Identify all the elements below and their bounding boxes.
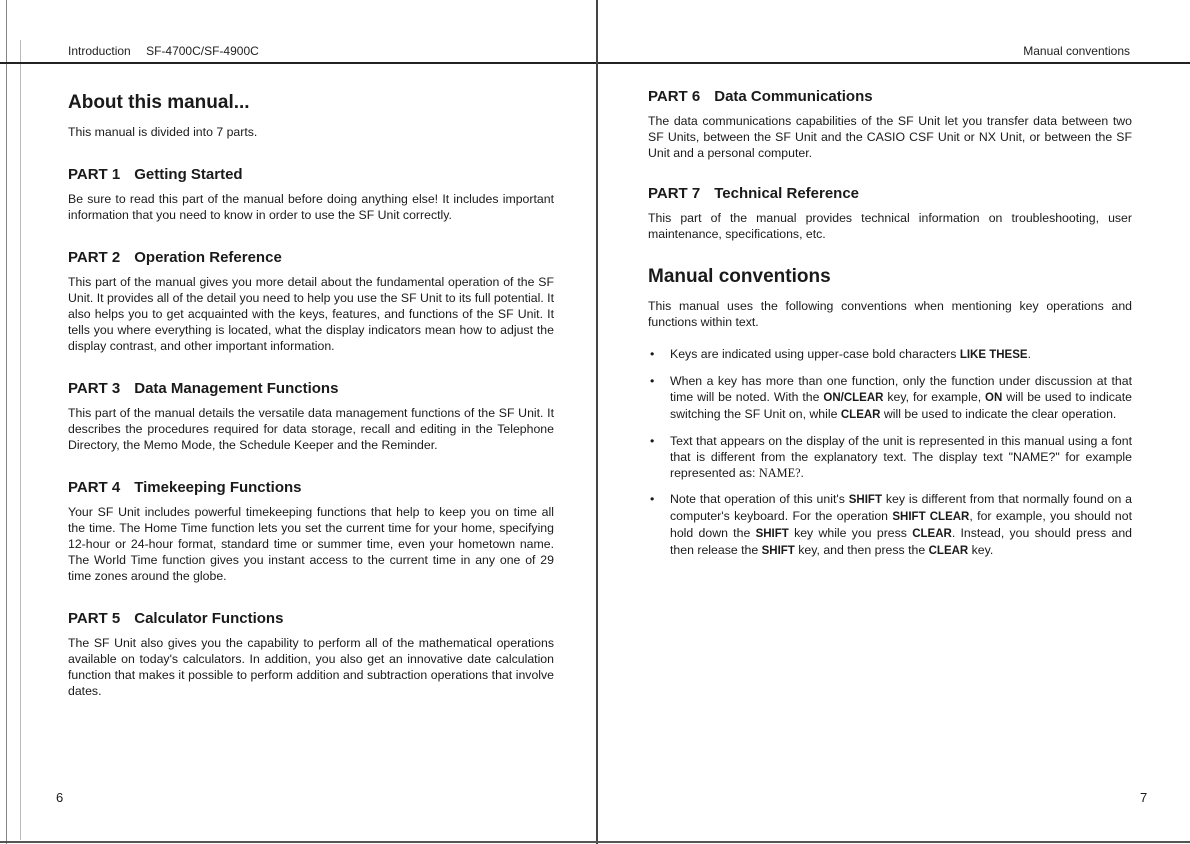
key-name: ON/CLEAR bbox=[823, 392, 884, 404]
list-item: • Text that appears on the display of the unit is represented in this manual using a font that is different from the explanatory text. The display text "NAME?" for example represented as: NAME?. bbox=[650, 434, 1132, 480]
key-name: CLEAR bbox=[840, 409, 881, 421]
part-7-text: This part of the manual provides technical information on troubleshooting, user maintenance, specifications, etc. bbox=[648, 211, 1132, 241]
conventions-list bbox=[648, 346, 1132, 559]
part-number: PART 6 bbox=[648, 88, 701, 105]
bullet-icon: • bbox=[650, 374, 655, 388]
part-5-section bbox=[68, 610, 554, 699]
part-6-heading bbox=[648, 88, 1132, 105]
part-7-heading bbox=[648, 185, 1132, 202]
list-item: • Keys are indicated using upper-case bold characters LIKE THESE. bbox=[650, 347, 1031, 361]
part-title: Technical Reference bbox=[714, 185, 860, 202]
part-title: Operation Reference bbox=[134, 249, 282, 266]
part-number: PART 4 bbox=[68, 479, 121, 496]
part-number: PART 5 bbox=[68, 610, 121, 627]
part-number: PART 2 bbox=[68, 249, 121, 266]
bullet-icon: • bbox=[650, 434, 655, 448]
part-1-heading bbox=[68, 166, 554, 183]
part-2-heading bbox=[68, 249, 554, 266]
part-4-text: Your SF Unit includes powerful timekeeping functions that help to keep you on time all the time. The Home Time function lets you set the current time for your home, specifying 12-hour or 24-hour format, standard time or summer time, even your hometown name. The World Time function gives you instant access to the current time in any one of 29 time zones around the globe. bbox=[68, 505, 554, 583]
bottom-edge bbox=[0, 841, 1190, 843]
list-item: • When a key has more than one function, only the function under discussion at that time will be noted. With the ON/CLEAR key, for example, ON will be used to indicate switching the SF Unit on, while CLEAR will be used to indicate the clear operation. bbox=[650, 374, 1132, 421]
binder-edge bbox=[6, 0, 7, 844]
page-spine bbox=[596, 0, 598, 844]
part-title: Timekeeping Functions bbox=[134, 479, 302, 496]
key-name: SHIFT CLEAR bbox=[892, 511, 970, 523]
left-page-column bbox=[68, 88, 554, 725]
part-4-section bbox=[68, 479, 554, 584]
binder-edge-inner bbox=[20, 40, 21, 840]
part-2-section bbox=[68, 249, 554, 354]
header-rule-right bbox=[598, 62, 1190, 64]
part-2-text: This part of the manual gives you more detail about the fundamental operation of the SF Unit. It provides all of the detail you need to help you use the SF Unit to its full potential. It also helps you to get acquainted with the keys, features, and functions of the SF Unit. It tells you where everything is located, what the display indicators mean how to adjust the display contrast, and other important information. bbox=[68, 275, 555, 353]
part-title: Data Communications bbox=[714, 88, 873, 105]
part-5-text: The SF Unit also gives you the capability to perform all of the mathematical operations available on today's calculators. In addition, you also get an innovative date calculation function that makes it possible to perform addition and subtraction operations that involve dates. bbox=[68, 636, 554, 698]
key-name: LIKE THESE bbox=[959, 349, 1028, 361]
part-1-text: Be sure to read this part of the manual before doing anything else! It includes important information that you need to know in order to use the SF Unit correctly. bbox=[68, 192, 554, 222]
about-title: About this manual... bbox=[68, 92, 250, 113]
part-6-text: The data communications capabilities of the SF Unit let you transfer data between two SF Units, between the SF Unit and the CASIO CSF Unit or NX Unit, or between the SF Unit and a personal computer. bbox=[648, 114, 1132, 160]
page-number-right: 7 bbox=[1140, 790, 1148, 805]
part-6-section bbox=[648, 88, 1132, 161]
right-page-column bbox=[648, 88, 1132, 569]
part-3-heading bbox=[68, 380, 554, 397]
running-header-right: Manual conventions bbox=[1023, 44, 1130, 58]
conventions-intro: This manual uses the following conventions when mentioning key operations and functions within text. bbox=[648, 299, 1132, 329]
running-header-left bbox=[68, 44, 259, 58]
part-5-heading bbox=[68, 610, 554, 627]
display-text-sample: NAME? bbox=[758, 466, 801, 480]
about-intro: This manual is divided into 7 parts. bbox=[68, 125, 258, 139]
list-item: • Note that operation of this unit's SHIFT key is different from that normally found on a computer's keyboard. For the operation SHIFT CLEAR, for example, you should not hold down the SHIFT key while you press CLEAR. Instead, you should press and then release the SHIFT key, and then press the CLEAR key. bbox=[650, 492, 1133, 557]
header-section-label: Introduction bbox=[68, 44, 131, 58]
part-number: PART 7 bbox=[648, 185, 701, 202]
part-number: PART 3 bbox=[68, 380, 121, 397]
key-name: CLEAR bbox=[912, 528, 952, 540]
part-7-section bbox=[648, 185, 1132, 242]
header-rule-left bbox=[0, 62, 596, 64]
conventions-title: Manual conventions bbox=[648, 266, 831, 287]
bullet-icon: • bbox=[650, 492, 655, 506]
key-name: CLEAR bbox=[928, 545, 969, 557]
part-title: Calculator Functions bbox=[134, 610, 284, 627]
key-name: SHIFT bbox=[761, 545, 795, 557]
bullet-icon: • bbox=[650, 347, 655, 361]
part-title: Getting Started bbox=[134, 166, 243, 183]
part-1-section bbox=[68, 166, 554, 223]
page-number-left: 6 bbox=[56, 790, 64, 805]
header-model-label: SF-4700C/SF-4900C bbox=[146, 44, 259, 58]
part-number: PART 1 bbox=[68, 166, 121, 183]
key-name: SHIFT bbox=[755, 528, 789, 540]
key-name: ON bbox=[985, 392, 1003, 404]
key-name: SHIFT bbox=[848, 494, 882, 506]
part-3-text: This part of the manual details the versatile data management functions of the SF Unit. It describes the procedures required for data storage, recall and editing in the Telephone Directory, the Memo Mode, the Schedule Keeper and the Reminder. bbox=[68, 406, 554, 452]
part-4-heading bbox=[68, 479, 554, 496]
part-3-section bbox=[68, 380, 554, 453]
part-title: Data Management Functions bbox=[134, 380, 339, 397]
